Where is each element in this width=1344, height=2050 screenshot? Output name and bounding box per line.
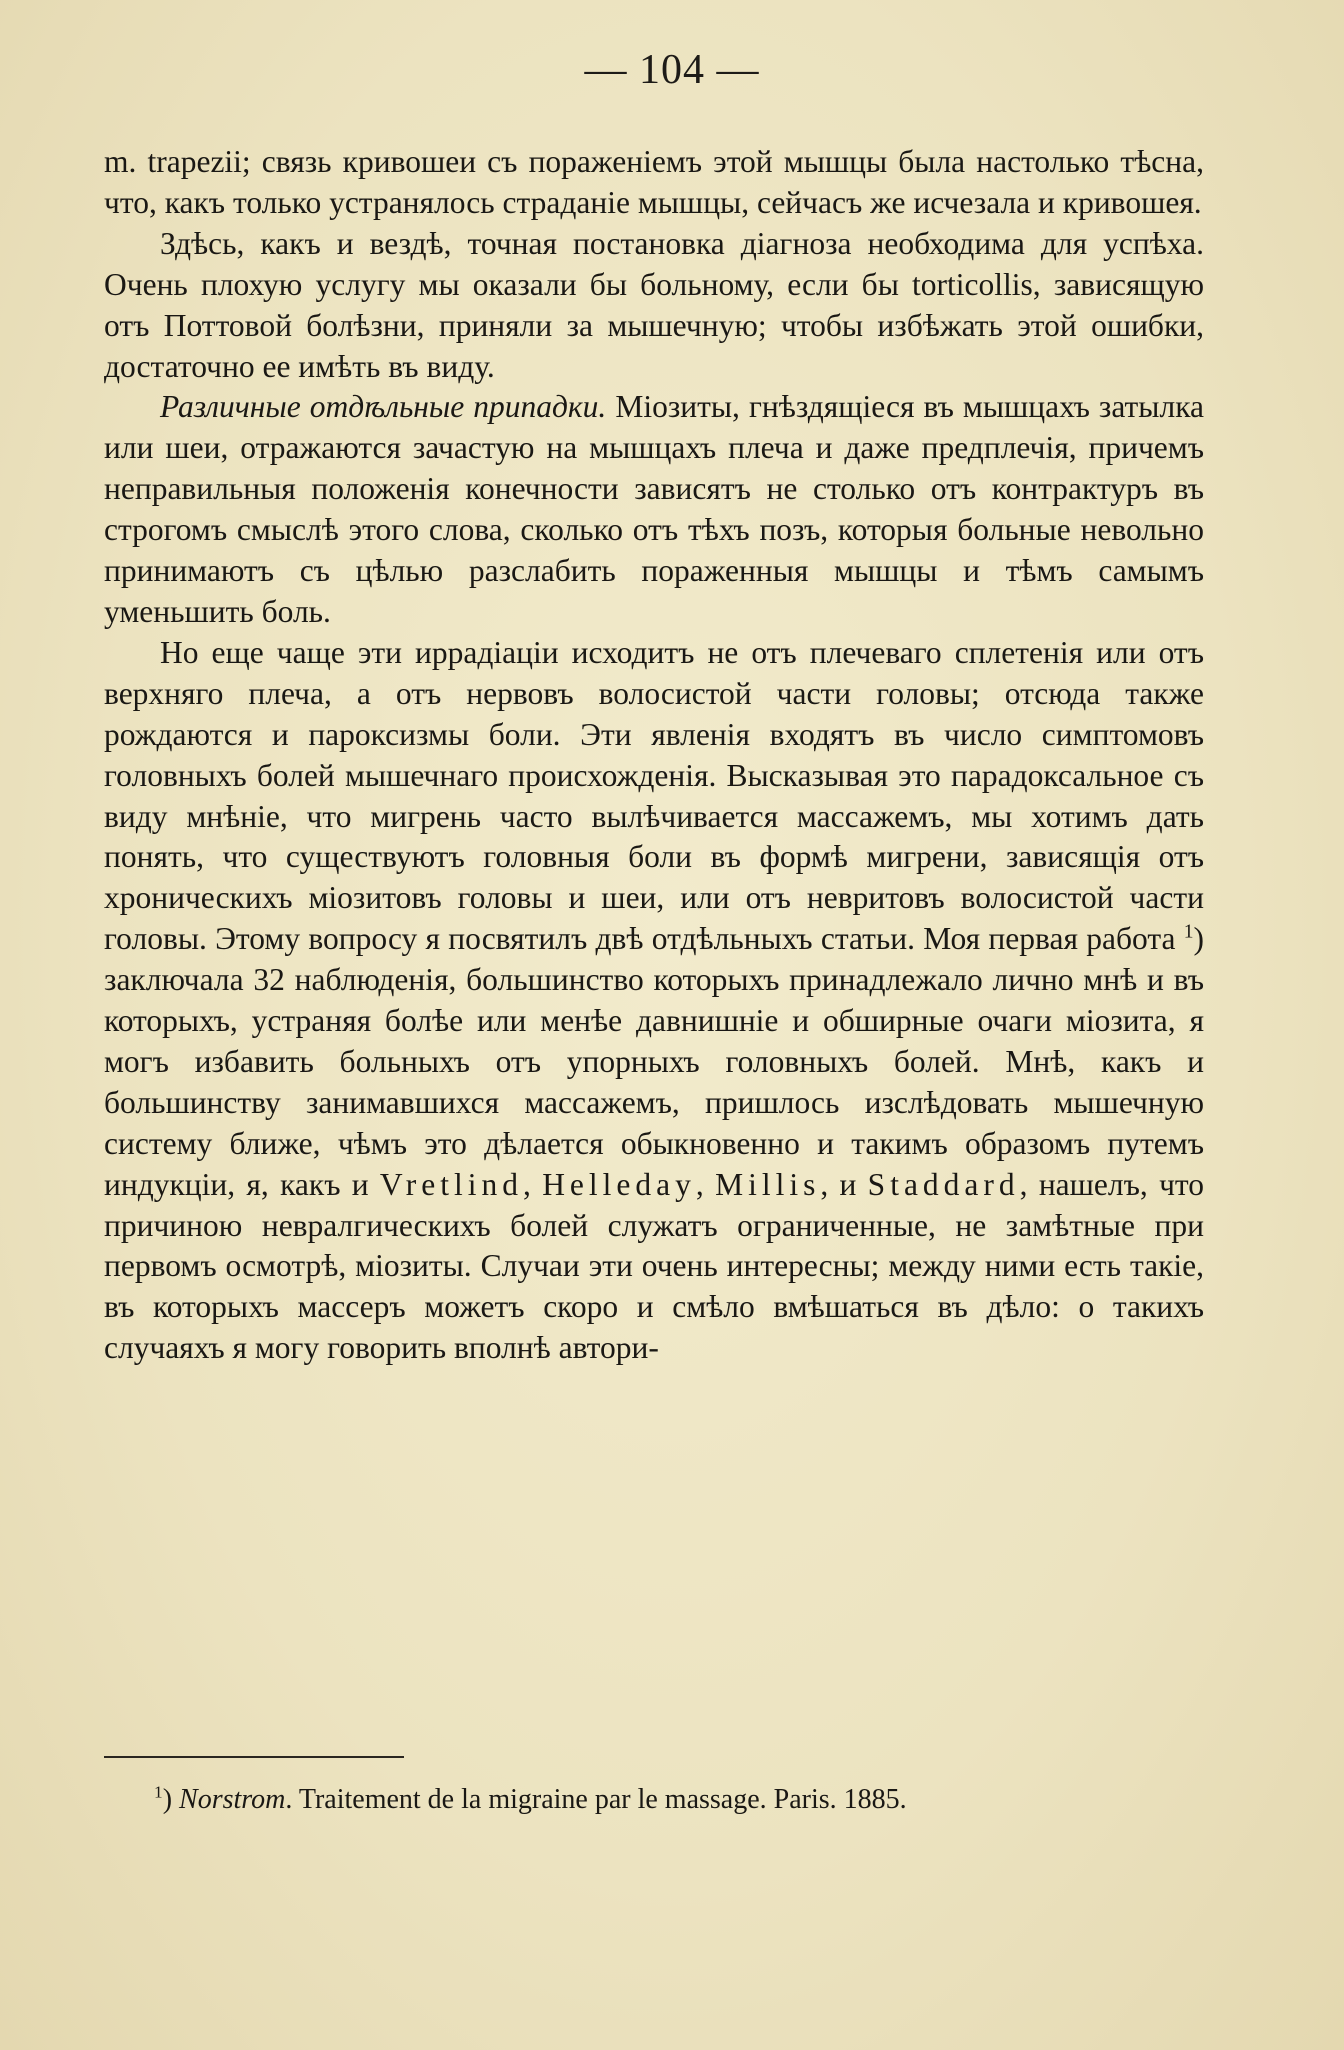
- author-name-staddard: Staddard: [867, 1166, 1020, 1202]
- footnote-mark: 1: [154, 1782, 163, 1802]
- paragraph-4-text-a: Но еще чаще эти иррадіаціи исходитъ не отъ плечеваго сплетенія или отъ верхняго плеча, а отъ нервовъ волосистой части головы; отсюда также рождаются и пароксизмы боли. Эти явленія входятъ въ число симптомовъ головныхъ болей мышечнаго происхожденія. Высказывая это парадоксальное съ виду мнѣніе, что мигрень часто вылѣчивается массажемъ, мы хотимъ дать понять, что существуютъ головныя боли въ формѣ мигрени, зависящія отъ хроническихъ міозитовъ головы и шеи, или отъ невритовъ волосистой части головы. Этому вопросу я посвятилъ двѣ отдѣльныхъ статьи. Моя первая работа: [104, 634, 1204, 957]
- footnote-mark-close: ): [162, 1784, 173, 1815]
- paragraph-3-text: Міозиты, гнѣздящіеся въ мышцахъ затылка или шеи, отражаются зачастую на мышцахъ плеча и даже предплечія, причемъ неправильныя положенія конечности зависятъ не столько отъ контрактуръ въ строгомъ смыслѣ этого слова, сколько отъ тѣхъ позъ, которыя больные невольно принимаютъ съ цѣлью разслабить пораженныя мышцы и тѣмъ самымъ уменьшить боль.: [104, 389, 1205, 629]
- body-text: [104, 142, 1204, 1369]
- paragraph-4-text-c: , нашелъ, что причиною невралгическихъ болей служатъ ограниченные, не замѣтные при первомъ осмотрѣ, міозиты. Случаи эти очень интересны; между ними есть такіе, въ которыхъ массеръ можетъ скоро и смѣло вмѣшаться въ дѣло: о такихъ случаяхъ я могу говорить вполнѣ автори-: [104, 1166, 1205, 1366]
- paragraph-2: Здѣсь, какъ и вездѣ, точная постановка діагноза необходима для успѣха. Очень плохую услугу мы оказали бы больному, если бы torticollis, зависящую отъ Поттовой болѣзни, приняли за мышечную; чтобы избѣжать этой ошибки, достаточно ее имѣть въ виду.: [104, 225, 1204, 384]
- author-name-millis: Millis: [715, 1166, 821, 1202]
- paragraph-3: [104, 387, 1204, 632]
- footnote-citation: . Traitement de la migraine par le massage. Paris. 1885.: [285, 1784, 907, 1815]
- separator: ,: [695, 1166, 716, 1202]
- paragraph-4: [104, 633, 1204, 1369]
- page-number: — 104 —: [584, 47, 760, 93]
- separator: , и: [820, 1166, 868, 1202]
- section-heading: Различные отдѣльные припадки.: [160, 389, 607, 425]
- author-name-helleday: Helleday: [542, 1166, 696, 1202]
- footnote-author: Norstrom: [172, 1784, 286, 1815]
- footnote-text: [104, 1782, 1204, 1818]
- footnote-reference: 1: [1183, 921, 1194, 943]
- footnote-divider: [104, 1756, 404, 1758]
- paragraph-4-text-b: ) заключала 32 наблюденія, большинство которыхъ принадлежало лично мнѣ и въ которыхъ, устраняя болѣе или менѣе давнишніе и обширные очаги міозита, я могъ избавить больныхъ отъ упорныхъ головныхъ болей. Мнѣ, какъ и большинству занимавшихся массажемъ, пришлось изслѣдовать мышечную систему ближе, чѣмъ это дѣлается обыкновенно и такимъ образомъ путемъ индукціи, я, какъ и: [104, 921, 1204, 1202]
- separator: ,: [523, 1166, 543, 1202]
- author-name-vretlind: Vretlind: [379, 1166, 524, 1202]
- footnote: [104, 1782, 1204, 1818]
- paragraph-1: m. trapezii; связь кривошеи съ пораженіемъ этой мышцы была настолько тѣсна, что, какъ только устранялось страданіе мышцы, сейчасъ же исчезала и кривошея.: [104, 144, 1204, 220]
